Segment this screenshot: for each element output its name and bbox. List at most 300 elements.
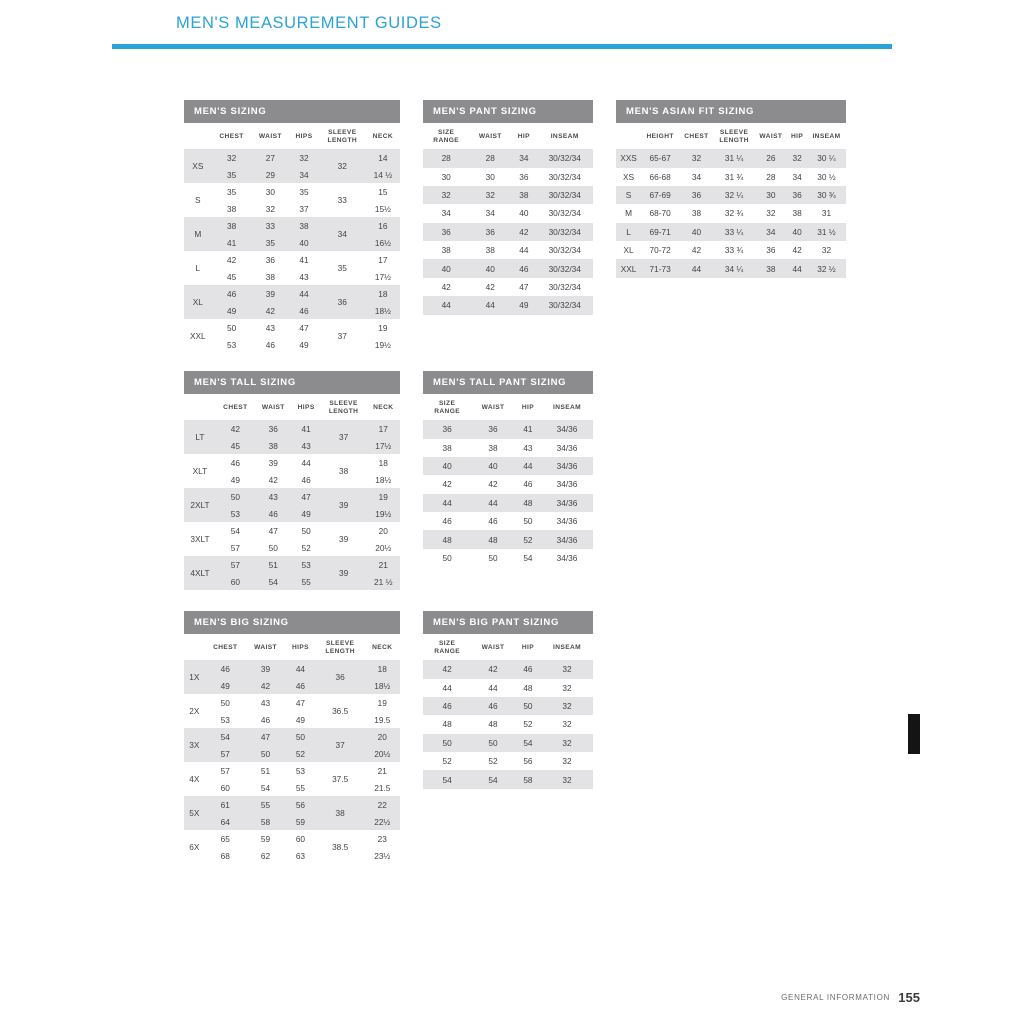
measure-cell: 43 [289,268,319,285]
measure-cell: 42 [511,223,536,241]
measure-cell: 44 [423,296,469,314]
measure-cell: 47 [255,522,292,539]
measure-cell: 42 [679,241,714,259]
measure-cell: 32 [679,149,714,167]
table-row [184,234,400,251]
measure-cell: 34 [511,149,536,167]
table-row [423,752,593,770]
measure-cell: 32 [251,200,289,217]
table-row [184,166,400,183]
measure-cell: 32 [212,149,252,166]
measure-cell: 34 [679,168,714,186]
table-header-row [616,123,846,149]
table-row [423,679,593,697]
table-row [184,319,400,336]
neck-cell: 15 [366,183,400,200]
column-header: NECK [367,394,400,420]
measure-cell: 30/32/34 [536,278,593,296]
sleeve-length-cell: 33 [319,183,366,217]
measure-cell: 49 [292,505,321,522]
size-label-cell: 2XLT [184,488,216,522]
neck-cell: 19.5 [365,711,400,728]
table-row [616,223,846,241]
measure-cell: 46 [285,677,316,694]
measure-cell: 34/36 [541,420,593,438]
measure-cell: 52 [515,530,541,548]
measure-cell: 32 [541,660,593,678]
measure-cell: 32 [541,679,593,697]
neck-cell: 17 [366,251,400,268]
measure-cell: 54 [515,549,541,567]
neck-cell: 21.5 [365,779,400,796]
table-caption-row [423,371,593,394]
table-caption-row [184,100,400,123]
neck-cell: 18 [366,285,400,302]
sleeve-length-cell: 38 [321,454,367,488]
table-row [184,522,400,539]
column-header: INSEAM [807,123,846,149]
measure-cell: 45 [212,268,252,285]
sleeve-length-cell: 37 [316,728,365,762]
measure-cell: 44 [289,285,319,302]
measure-cell: 50 [255,539,292,556]
measure-cell: 56 [285,796,316,813]
table-row [423,259,593,277]
measure-cell: 44 [515,457,541,475]
measure-cell: 64 [205,813,246,830]
measure-cell: 50 [515,512,541,530]
size-label-cell: 3XLT [184,522,216,556]
measure-cell: 30/32/34 [536,186,593,204]
measure-cell: 30 ¼ [807,149,846,167]
measure-cell: 36 [251,251,289,268]
measure-cell: 38 [255,437,292,454]
measure-cell: 46 [515,475,541,493]
table-row [423,734,593,752]
measure-cell: 44 [471,679,515,697]
table-row [184,268,400,285]
measure-cell: 57 [216,539,255,556]
neck-cell: 17½ [366,268,400,285]
measure-cell: 28 [469,149,511,167]
measure-cell: 42 [423,475,471,493]
sleeve-length-cell: 37.5 [316,762,365,796]
page-edge-marker [908,714,920,754]
measure-cell: 44 [511,241,536,259]
measure-cell: 55 [285,779,316,796]
measure-cell: 32 [289,149,319,166]
measure-cell: 30/32/34 [536,241,593,259]
neck-cell: 18½ [366,302,400,319]
measure-cell: 34 ¼ [714,259,755,277]
table-row [184,437,400,454]
measure-cell: 35 [212,166,252,183]
column-header: NECK [365,634,400,660]
neck-cell: 23½ [365,847,400,864]
size-label-cell: XL [184,285,212,319]
table-row [423,494,593,512]
measure-cell: 43 [255,488,292,505]
measure-cell: 38 [471,439,515,457]
measure-cell: 34/36 [541,512,593,530]
table-row [423,420,593,438]
measure-cell: 30 [469,168,511,186]
measure-cell: 46 [255,505,292,522]
measure-cell: 30 ¾ [807,186,846,204]
neck-cell: 18 [365,660,400,677]
measure-cell: 42 [471,660,515,678]
measure-cell: 40 [679,223,714,241]
measure-cell: 36 [787,186,807,204]
measure-cell: 35 [251,234,289,251]
measure-cell: 36 [471,420,515,438]
measure-cell: 27 [251,149,289,166]
table-row [184,183,400,200]
measure-cell: 46 [423,512,471,530]
table-caption: MEN'S SIZING [184,100,400,123]
size-label-cell: XS [184,149,212,183]
column-header: HIPS [289,123,319,149]
measure-cell: 34 [755,223,788,241]
measure-cell: 40 [423,457,471,475]
table-caption: MEN'S TALL SIZING [184,371,400,394]
measure-cell: 49 [216,471,255,488]
measure-cell: 36 [255,420,292,437]
measure-cell: 50 [212,319,252,336]
sleeve-length-cell: 39 [321,522,367,556]
measure-cell: 52 [292,539,321,556]
measure-cell: 38 [469,241,511,259]
table-row [184,573,400,590]
size-label-cell: 6X [184,830,205,864]
measure-cell: 48 [471,530,515,548]
table-row [184,149,400,166]
measure-cell: 32 [541,715,593,733]
table-row [184,796,400,813]
size-label-cell: 3X [184,728,205,762]
measure-cell: 32 [541,697,593,715]
measure-cell: 40 [471,457,515,475]
neck-cell: 19 [367,488,400,505]
measure-cell: 38 [212,217,252,234]
table-row [616,149,846,167]
measure-cell: 42 [423,278,469,296]
table-caption: MEN'S BIG PANT SIZING [423,611,593,634]
table-header-row [423,123,593,149]
measure-cell: 48 [471,715,515,733]
neck-cell: 16½ [366,234,400,251]
measure-cell: 29 [251,166,289,183]
column-header: WAIST [469,123,511,149]
sleeve-length-cell: 35 [319,251,366,285]
table-row [184,711,400,728]
measure-cell: 32 ¾ [714,204,755,222]
measure-cell: 33 [251,217,289,234]
table-mens-big-pant-sizing [423,611,593,789]
table-mens-sizing [184,100,400,353]
measure-cell: 52 [423,752,471,770]
measure-cell: 38 [423,241,469,259]
measure-cell: 34/36 [541,475,593,493]
measure-cell: 65 [205,830,246,847]
table-row [184,694,400,711]
table-row [423,278,593,296]
table-header-row [423,394,593,420]
measure-cell: 48 [423,530,471,548]
sleeve-length-cell: 38 [316,796,365,830]
measure-cell: 36 [469,223,511,241]
measure-cell: 49 [511,296,536,314]
measure-cell: 39 [246,660,285,677]
neck-cell: 18½ [365,677,400,694]
neck-cell: 17½ [367,437,400,454]
measure-cell: 39 [255,454,292,471]
table-row [184,454,400,471]
column-header: SLEEVE LENGTH [316,634,365,660]
measure-cell: 54 [423,770,471,788]
measure-cell: 41 [515,420,541,438]
measure-cell: 69-71 [641,223,679,241]
measure-cell: 42 [471,475,515,493]
table-row [423,168,593,186]
measure-cell: 38 [289,217,319,234]
size-label-cell: XLT [184,454,216,488]
measure-cell: 34 [469,204,511,222]
measure-cell: 46 [289,302,319,319]
column-header: INSEAM [536,123,593,149]
column-header: HIP [515,394,541,420]
neck-cell: 16 [366,217,400,234]
column-header: HIPS [285,634,316,660]
table-row [184,779,400,796]
measure-cell: 32 [423,186,469,204]
measure-cell: 42 [255,471,292,488]
table-row [184,336,400,353]
measure-cell: 49 [289,336,319,353]
table-caption: MEN'S ASIAN FIT SIZING [616,100,846,123]
table-row [423,186,593,204]
measure-cell: 36 [679,186,714,204]
size-label-cell: XXL [184,319,212,353]
measure-cell: 54 [255,573,292,590]
measure-cell: 57 [205,745,246,762]
measure-cell: 30/32/34 [536,168,593,186]
table-row [184,488,400,505]
measure-cell: 42 [212,251,252,268]
measure-cell: 44 [471,494,515,512]
measure-cell: 43 [515,439,541,457]
column-header: WAIST [471,394,515,420]
measure-cell: 50 [292,522,321,539]
measure-cell: 40 [469,259,511,277]
table-row [184,302,400,319]
table-row [184,471,400,488]
measure-cell: 28 [423,149,469,167]
measure-cell: 44 [423,679,471,697]
table-row [184,762,400,779]
measure-cell: 42 [787,241,807,259]
measure-cell: 50 [423,549,471,567]
table-mens-pant-sizing [423,100,593,315]
measure-cell: 40 [423,259,469,277]
measure-cell: 54 [205,728,246,745]
measure-cell: 36 [423,420,471,438]
measure-cell: 46 [471,512,515,530]
column-header: WAIST [255,394,292,420]
sleeve-length-cell: 37 [319,319,366,353]
neck-cell: 14 ½ [366,166,400,183]
measure-cell: 47 [292,488,321,505]
column-header: SIZE RANGE [423,123,469,149]
neck-cell: 19 [366,319,400,336]
measure-cell: 52 [471,752,515,770]
measure-cell: 38 [511,186,536,204]
measure-cell: S [616,186,641,204]
column-header: SIZE RANGE [423,634,471,660]
measure-cell: 50 [515,697,541,715]
column-header: CHEST [212,123,252,149]
measure-cell: 39 [251,285,289,302]
measure-cell: 47 [289,319,319,336]
measure-cell: 46 [292,471,321,488]
table-row [184,660,400,677]
column-header: SLEEVE LENGTH [321,394,367,420]
table-mens-tall-sizing [184,371,400,590]
measure-cell: XXS [616,149,641,167]
table-row [184,556,400,573]
measure-cell: 37 [289,200,319,217]
measure-cell: 58 [246,813,285,830]
table-header-row [184,394,400,420]
sleeve-length-cell: 36 [316,660,365,694]
column-header: CHEST [216,394,255,420]
table-row [423,770,593,788]
measure-cell: 44 [787,259,807,277]
table-row [423,530,593,548]
measure-cell: 60 [285,830,316,847]
measure-cell: 35 [212,183,252,200]
measure-cell: 65-67 [641,149,679,167]
table-row [616,186,846,204]
neck-cell: 20½ [365,745,400,762]
column-header: WAIST [471,634,515,660]
measure-cell: 36 [755,241,788,259]
table-row [423,660,593,678]
table-row [184,830,400,847]
footer-page-number: 155 [898,990,920,1005]
sleeve-length-cell: 38.5 [316,830,365,864]
measure-cell: 54 [246,779,285,796]
measure-cell: 44 [285,660,316,677]
measure-cell: 35 [289,183,319,200]
table-mens-asian-fit-sizing [616,100,846,278]
column-header [184,123,212,149]
column-header: HIP [787,123,807,149]
sleeve-length-cell: 36 [319,285,366,319]
table-row [423,223,593,241]
measure-cell: 62 [246,847,285,864]
measure-cell: 34/36 [541,457,593,475]
measure-cell: 40 [511,204,536,222]
measure-cell: 53 [212,336,252,353]
measure-cell: 46 [423,697,471,715]
measure-cell: 60 [216,573,255,590]
measure-cell: 49 [212,302,252,319]
neck-cell: 22 [365,796,400,813]
measure-cell: 32 [807,241,846,259]
neck-cell: 18 [367,454,400,471]
measure-cell: 42 [423,660,471,678]
neck-cell: 21 ½ [367,573,400,590]
measure-cell: 31 ¾ [714,168,755,186]
neck-cell: 23 [365,830,400,847]
measure-cell: 44 [469,296,511,314]
measure-cell: 44 [679,259,714,277]
measure-cell: 30 [755,186,788,204]
sleeve-length-cell: 39 [321,556,367,590]
table-caption-row [184,611,400,634]
table-row [423,549,593,567]
table-row [184,677,400,694]
column-header: HIPS [292,394,321,420]
neck-cell: 19 [365,694,400,711]
table-row [423,296,593,314]
measure-cell: 46 [216,454,255,471]
column-header [184,634,205,660]
table-row [423,149,593,167]
measure-cell: 50 [205,694,246,711]
table-row [184,505,400,522]
measure-cell: 44 [423,494,471,512]
table-caption: MEN'S PANT SIZING [423,100,593,123]
sleeve-length-cell: 37 [321,420,367,454]
measure-cell: 50 [216,488,255,505]
measure-cell: 46 [205,660,246,677]
measure-cell: 46 [212,285,252,302]
measure-cell: 42 [251,302,289,319]
measure-cell: 42 [246,677,285,694]
measure-cell: 30/32/34 [536,223,593,241]
neck-cell: 17 [367,420,400,437]
measure-cell: 51 [255,556,292,573]
table-caption-row [184,371,400,394]
size-label-cell: 4X [184,762,205,796]
measure-cell: 42 [469,278,511,296]
measure-cell: 53 [285,762,316,779]
column-header: HIP [511,123,536,149]
table-caption-row [423,100,593,123]
measure-cell: 46 [515,660,541,678]
measure-cell: 51 [246,762,285,779]
table-row [423,439,593,457]
table-row [184,745,400,762]
measure-cell: 46 [246,711,285,728]
sleeve-length-cell: 36.5 [316,694,365,728]
measure-cell: 50 [423,734,471,752]
measure-cell: 31 ¼ [714,149,755,167]
table-row [184,813,400,830]
neck-cell: 19½ [366,336,400,353]
measure-cell: XS [616,168,641,186]
measure-cell: 50 [471,734,515,752]
neck-cell: 20 [365,728,400,745]
measure-cell: 30 ½ [807,168,846,186]
measure-cell: 33 ¾ [714,241,755,259]
measure-cell: 32 ¼ [714,186,755,204]
table-row [616,241,846,259]
measure-cell: XL [616,241,641,259]
measure-cell: 34 [787,168,807,186]
